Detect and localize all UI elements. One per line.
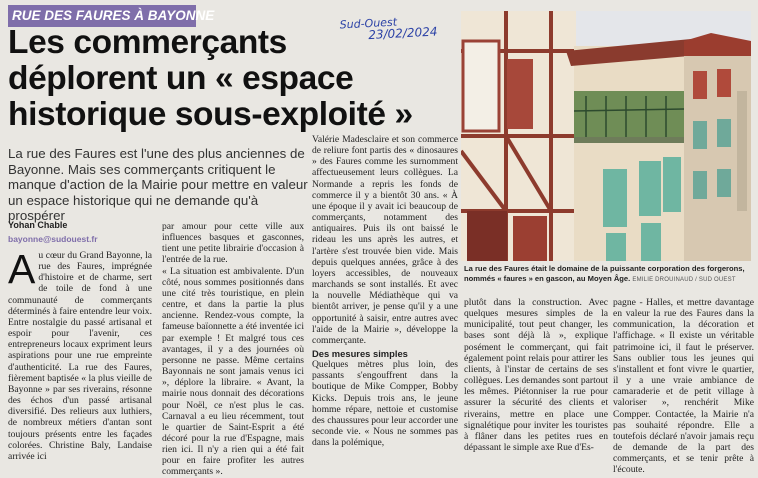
column-2-text-1: par amour pour cette ville aux influences basques et gasconnes, tient une petite librairie d'occasion à l'entrée de la rue. — [162, 221, 304, 266]
column-3-text-2: Quelques mètres plus loin, des passants s'engouffrent dans la boutique de Mike Compper, Bobby Kicks. Depuis trois ans, le jeune homme répare, nettoie et customise des chaussures pour leur accorder une seconde vie. « Nous ne sommes pas dans la polémique, — [312, 359, 458, 449]
caption-text: La rue des Faures était le domaine de la puissante corporation des forgerons, nommés « faures » en gascon, au Moyen Âge. — [464, 264, 745, 283]
headline — [8, 25, 460, 133]
article-column-3 — [312, 134, 458, 448]
article-column-1 — [8, 246, 152, 462]
column-2-text-2: « La situation est ambivalente. D'un côté, nous sommes positionnés dans une cité très touristique, en plein centre, et dans la partie la plus ancienne. Rendez-vous compte, la fameuse baïonnette a été inventée ici par exemple ! Et malgré tous ces avantages, il y a des journées où personne ne passe. Même certains Bayonnais ne sont jamais venus ici », déplore la libraire. « Avant, la mairie nous donnait des décorations pour Noël, ce n'est plus le cas. Carnaval a eu lieu récemment, tout le quartier de Saint-Esprit a été décoré pour la rue d'Espagne, mais rien ici. Il n'y a rien qui a été fait pour en faire profiter les autres commerçants ». — [162, 265, 304, 478]
handwritten-source-stamp — [339, 13, 437, 43]
stamp-date: 23/02/2024 — [367, 24, 438, 43]
article-column-5 — [613, 297, 754, 476]
column-1-text: u cœur du Grand Bayonne, la rue des Faures, imprégnée d'histoire et de charme, sert de toile de fond à une communauté de commerçants déterminés à faire entendre leur voix. Entre nostalgie du passé artisanal et espoir pour l'avenir, ces entrepreneurs locaux expriment leurs aspirations pour une rue empreinte d'authenticité. La rue des Faures, fièrement baptisée « la plus vieille de Bayonne » par ses riverains, résonne des échos d'un passé artisanal diversifié. Des relieurs aux luthiers, de nombreux métiers d'antan sont toujours présents entre les façades colorées. Christine Baly, Landaise arrivée ici — [8, 250, 152, 462]
byline-author: Yohan Chable — [8, 220, 68, 230]
article-column-4 — [464, 297, 608, 453]
section-kicker: RUE DES FAURES À BAYONNE — [8, 5, 196, 27]
byline-email[interactable]: bayonne@sudouest.fr — [8, 234, 98, 244]
photo-credit: EMILIE DROUINAUD / SUD OUEST — [632, 276, 736, 283]
headline-line-1: Les commerçants — [8, 24, 287, 61]
stamp-source: Sud-Ouest — [339, 15, 398, 32]
article-column-2 — [162, 221, 304, 478]
dropcap: A — [8, 246, 36, 292]
column-3-text-1: Valérie Madesclaire et son commerce de reliure font partis des « dinosaures » des Faures comme les surnomment affectueusement leurs collègues. La Normande a repris les fonds de commerce il y a bientôt 30 ans. « À une époque il y avait ici beaucoup de commerçants, notamment des antiquaires. Puis ils ont baissé le rideau les uns après les autres, et l'artère s'est trouvée bien vide. Mais depuis quelques années, grâce à des loyers accessibles, de nouveaux marchands se sont installés. Et avec la nouvelle Médiathèque qui va bientôt arriver, je pense qu'il y a une opportunité à saisir, entre autres avec l'aide de la Mairie », développe la commerçante. — [312, 134, 458, 346]
street-photo-illustration — [461, 11, 751, 261]
photo-caption — [464, 264, 752, 285]
headline-line-2: déplorent un « espace — [8, 60, 354, 97]
subhead: Des mesures simples — [312, 347, 408, 359]
headline-line-3: historique sous-exploité » — [8, 96, 413, 133]
street-photo — [461, 11, 751, 261]
standfirst: La rue des Faures est l'une des plus anciennes de Bayonne. Mais ses commerçants critiquent le manque d'action de la Mairie pour mettre en valeur un espace historique qui ne demande qu'à prospérer — [8, 146, 308, 223]
column-5-text: pagne - Halles, et mettre davantage en valeur la rue des Faures dans la communication, la décoration et l'affichage. « Il existe un véritable patrimoine ici, il faut le préserver. Sans oublier tous les jeunes qui s'installent et font vivre le quartier, il y a une vraie ambiance de camaraderie et de petit village à valoriser », renchérit Mike Compper. Contactée, la Mairie n'a pas souhaité répondre. Elle a toutefois déclaré n'avoir jamais reçu de demande de la part des commerçants, et se tenir prête à l'écoute. — [613, 297, 754, 476]
column-4-text: plutôt dans la construction. Avec quelques mesures simples de la municipalité, tout peut changer, les bases sont déjà là », explique posément le commerçant, qui fait également point relais pour attirer les clients, à l'instar de certains de ses collègues. Les demandes sont partout les mêmes. Piétonniser la rue pour assurer la sécurité des clients et riverains, mettre en place une signalétique pour inviter les touristes à flâner dans les petites rues en dépassant le simple axe Rue d'Es- — [464, 297, 608, 454]
